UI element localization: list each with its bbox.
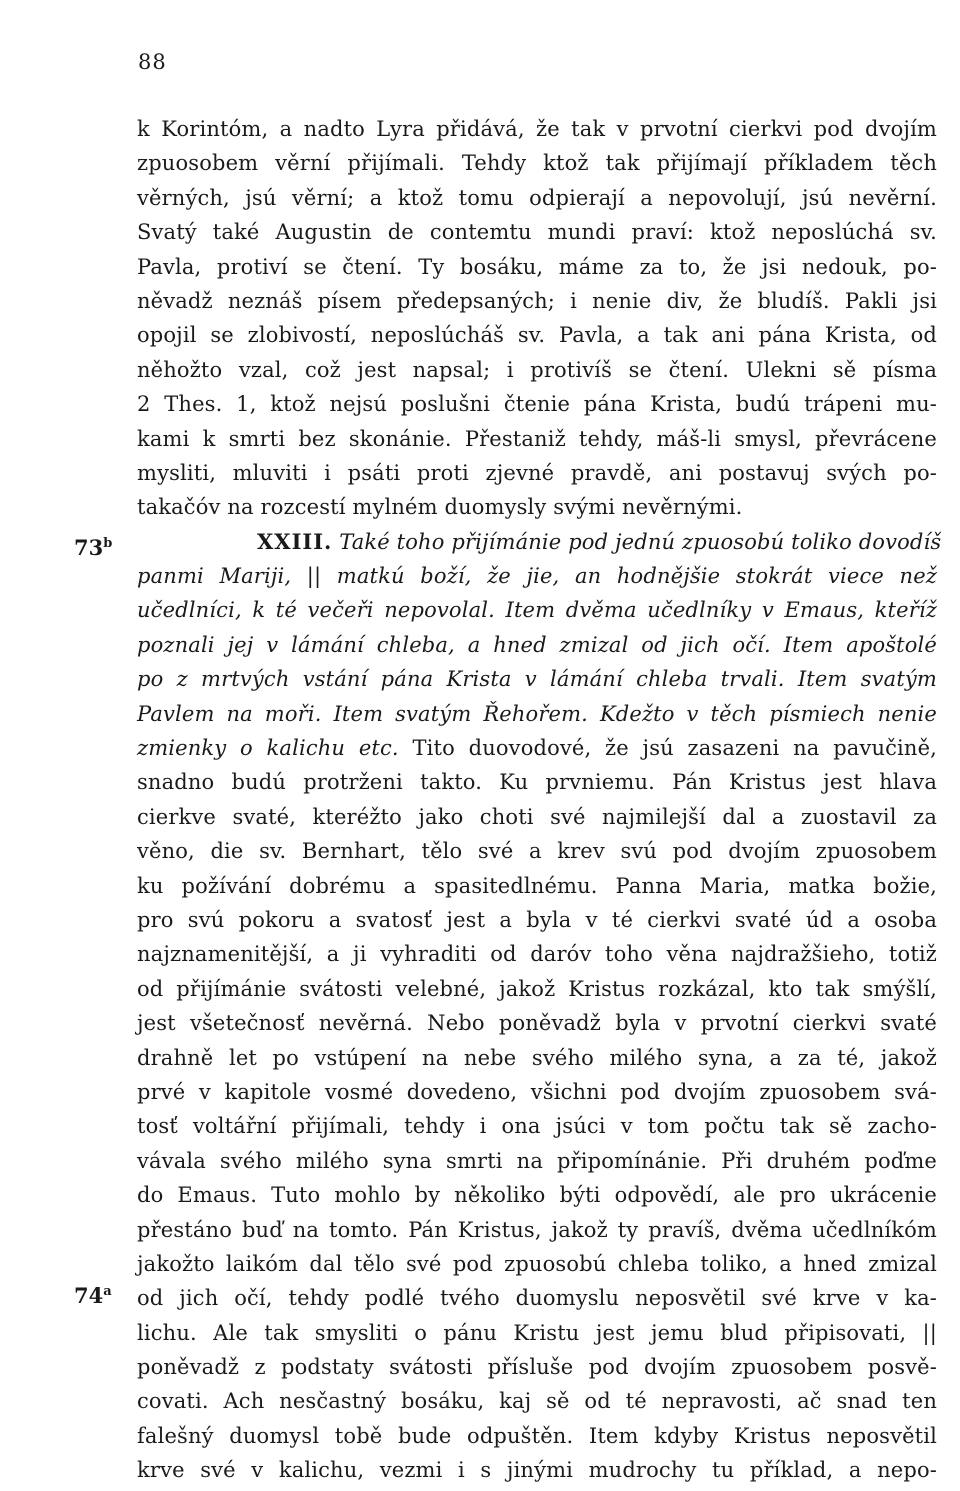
page-number: 88	[138, 50, 167, 74]
text-line: poněvadž z podstaty svátosti přísluše pod dvojím zpuosobem posvě-	[137, 1355, 937, 1380]
mixed-line-roman: Tito duovodové, že jsú zasazeni na pavučině,	[398, 736, 937, 761]
italic-line: po z mrtvých vstání pána Krista v lámání chleba trvali. Item svatým	[137, 667, 937, 692]
text-line: krve své v kalichu, vezmi i s jinými mudrochy tu příklad, a nepo-	[137, 1458, 937, 1483]
body-text	[137, 112, 942, 1488]
text-line: takačóv na rozcestí mylném duomysly svými nevěrnými.	[137, 495, 743, 520]
text-line: k Korintóm, a nadto Lyra přidává, že tak v prvotní cierkvi pod dvojím	[137, 117, 937, 141]
text-line: jest všetečnosť nevěrná. Nebo poněvadž byla v prvotní cierkvi svaté	[137, 1011, 937, 1036]
italic-line: panmi Mariji, || matkú boží, že jie, an hodnějšie stokrát viece než	[137, 564, 937, 589]
text-line: cierkve svaté, kteréžto jako choti své najmilejší dal a zuostavil za	[137, 804, 937, 829]
text-line: zpuosobem věrní přijímali. Tehdy ktož tak přijímají příkladem těch	[137, 151, 937, 176]
italic-line: učedlníci, k té večeři nepovolal. Item dvěma učedlníky v Emaus, kteříž	[137, 598, 937, 623]
text-line: od přijímánie svátosti velebné, jakož Kristus rozkázal, kto tak smýšlí,	[137, 976, 937, 1001]
text-line: opojil se zlobivostí, neposlúcháš sv. Pavla, a tak ani pána Krista, od	[137, 323, 937, 348]
margin-note-sup: b	[103, 536, 113, 551]
margin-note-label: 73	[74, 535, 104, 560]
text-line: Pavla, protiví se čtení. Ty bosáku, máme za to, že jsi nedouk, po-	[137, 254, 937, 279]
italic-line: poznali jej v lámání chleba, a hned zmizal od jich očí. Item apoštolé	[137, 632, 937, 657]
mixed-line-italic: zmienky o kalichu etc.	[137, 736, 399, 761]
text-line: 2 Thes. 1, ktož nejsú poslušni čtenie pána Krista, budú trápeni mu-	[137, 392, 937, 417]
text-line: mysliti, mluviti i psáti proti zjevné pravdě, ani postavuj svých po-	[137, 460, 937, 485]
italic-line: Pavlem na moři. Item svatým Řehořem. Kdežto v těch písmiech nenie	[137, 701, 937, 726]
text-line: covati. Ach nesčastný bosáku, kaj sě od té nepravosti, ač snad ten	[137, 1389, 937, 1414]
text-line: tosť voltářní přijímali, tehdy i ona jsúci v tom počtu tak sě zacho-	[137, 1114, 937, 1139]
text-line: lichu. Ale tak smysliti o pánu Kristu jest jemu blud připisovati, ||	[137, 1320, 937, 1345]
text-line: něvadž neznáš písem předepsaných; i nenie div, že bludíš. Pakli jsi	[137, 288, 937, 313]
text-line: Svatý také Augustin de contemtu mundi praví: ktož neposlúchá sv.	[137, 220, 937, 245]
margin-note-label: 74	[74, 1283, 104, 1308]
margin-note-74a	[74, 1279, 112, 1313]
chapter-numeral: XXIII.	[257, 528, 333, 554]
text-line: přestáno buď na tomto. Pán Kristus, jakož ty pravíš, dvěma učedlníkóm	[137, 1217, 937, 1242]
text-line: pro svú pokoru a svatosť jest a byla v té cierkvi svaté úd a osoba	[137, 907, 937, 932]
chapter-heading-italic: Také toho přijímánie pod jednú zpuosobú toliko dovodíš	[339, 529, 942, 554]
text-line: snadno budú protrženi takto. Ku prvniemu. Pán Kristus jest hlava	[137, 770, 937, 795]
text-line: do Emaus. Tuto mohlo by několiko býti odpovědí, ale pro ukrácenie	[137, 1183, 937, 1208]
text-line: vávala svého milého syna smrti na připomínánie. Při druhém poďme	[137, 1148, 937, 1173]
chapter-heading-line	[137, 525, 942, 559]
text-line: falešný duomysl tobě bude odpuštěn. Item kdyby Kristus neposvětil	[137, 1423, 937, 1448]
text-line: věno, die sv. Bernhart, tělo své a krev svú pod dvojím zpuosobem	[137, 839, 937, 864]
margin-note-73b	[74, 531, 112, 565]
text-line: ku požívání dobrému a spasitedlnému. Panna Maria, matka božie,	[137, 873, 937, 898]
text-line: prvé v kapitole vosmé dovedeno, všichni pod dvojím zpuosobem svá-	[137, 1079, 937, 1104]
text-line: něhožto vzal, což jest napsal; i protivíš se čtení. Ulekni sě písma	[137, 357, 937, 382]
mixed-line	[137, 731, 937, 765]
text-line: najznamenitější, a ji vyhraditi od daróv toho věna najdražšieho, totiž	[137, 942, 937, 967]
margin-note-sup: a	[103, 1284, 112, 1299]
text-line: drahně let po vstúpení na nebe svého milého syna, a za té, jakož	[137, 1045, 937, 1070]
text-line: kami k smrti bez skonánie. Přestaniž tehdy, máš-li smysl, převrácene	[137, 426, 937, 451]
text-line: věrných, jsú věrní; a ktož tomu odpierají a nepovolují, jsú nevěrní.	[137, 185, 937, 210]
text-line: jakožto laikóm dal tělo své pod zpuosobú chleba toliko, a hned zmizal	[137, 1251, 937, 1276]
text-line: od jich očí, tehdy podlé tvého duomyslu neposvětil své krve v ka-	[137, 1286, 937, 1311]
